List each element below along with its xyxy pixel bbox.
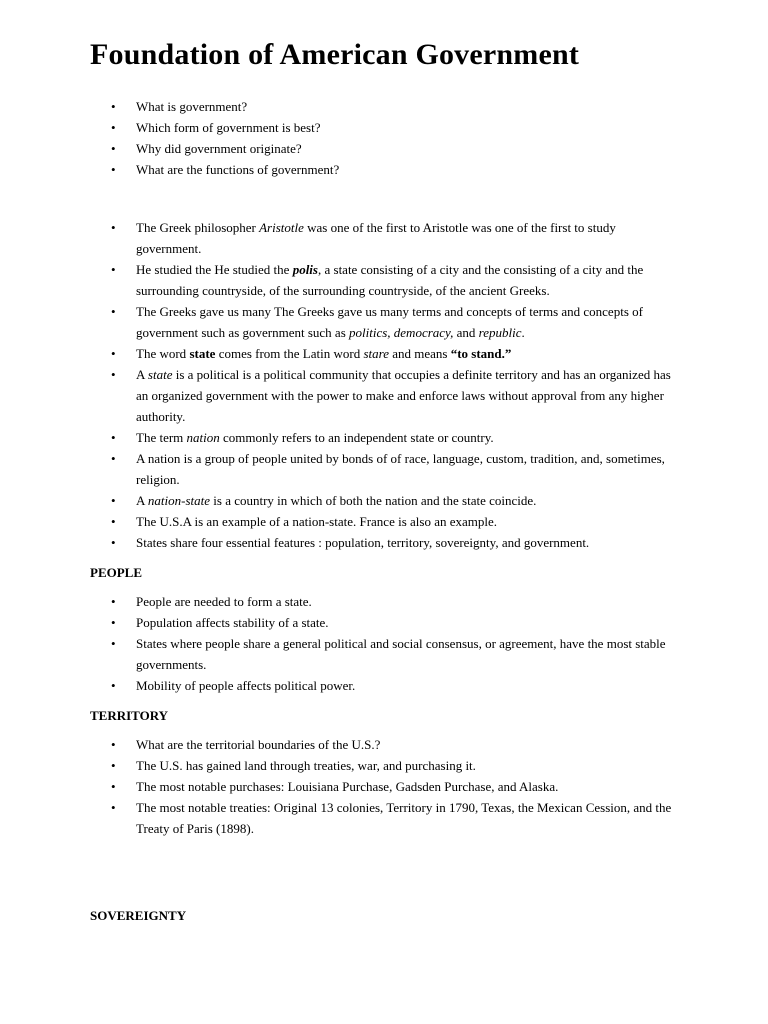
bullet-icon: •: [111, 367, 116, 382]
text-run: .: [521, 325, 525, 340]
text-run: The U.S.A is an example of a nation-state. France is also an example.: [136, 514, 498, 529]
text-run: republic: [478, 325, 522, 340]
bullet-icon: •: [111, 430, 116, 445]
text-run: was one of the first to Aristotle was one of the first to study government.: [136, 220, 616, 256]
list-item-text: People are needed to form a state.: [136, 594, 312, 609]
list-item-text: Mobility of people affects political power.: [136, 678, 356, 693]
text-run: The Greek philosopher: [136, 220, 260, 235]
list-item: [0, 797, 681, 839]
list-item: [0, 734, 681, 755]
list-item-text: States where people share a general political and social consensus, or agreement, have the most stable governments.: [136, 636, 666, 672]
bullet-icon: •: [111, 779, 116, 794]
list-item: [0, 612, 681, 633]
text-run: He studied the He studied the: [136, 262, 293, 277]
text-run: The term: [136, 430, 187, 445]
text-run: “to stand.”: [450, 346, 512, 361]
text-run: state: [189, 346, 216, 361]
text-run: is a country in which of both the nation and the state coincide.: [210, 493, 537, 508]
bullet-icon: •: [111, 99, 116, 114]
text-run: A: [136, 367, 148, 382]
bullet-icon: •: [111, 346, 116, 361]
list-item: [0, 364, 681, 427]
text-run: commonly refers to an independent state or country.: [219, 430, 494, 445]
list-item-text: Which form of government is best?: [136, 120, 321, 135]
main-points-list: [0, 217, 768, 553]
bullet-icon: •: [111, 220, 116, 235]
text-run: and means: [388, 346, 451, 361]
text-run: comes from the Latin word: [215, 346, 364, 361]
list-item-text: The most notable purchases: Louisiana Purchase, Gadsden Purchase, and Alaska.: [136, 779, 559, 794]
list-item: [0, 675, 681, 696]
bullet-icon: •: [111, 800, 116, 815]
bullet-icon: •: [111, 493, 116, 508]
section-heading-territory: TERRITORY: [90, 708, 169, 723]
list-item-text: What are the functions of government?: [136, 162, 340, 177]
text-run: politics, democracy,: [349, 325, 454, 340]
section-heading-sovereignty: SOVEREIGNTY: [90, 908, 187, 923]
section-heading-people: PEOPLE: [90, 565, 143, 580]
list-item: [0, 217, 681, 259]
bullet-icon: •: [111, 141, 116, 156]
bullet-icon: •: [111, 594, 116, 609]
bullet-icon: •: [111, 304, 116, 319]
list-item-text: What are the territorial boundaries of the U.S.?: [136, 737, 381, 752]
list-item: [0, 427, 681, 448]
bullet-icon: •: [111, 514, 116, 529]
list-item-text: The most notable treaties: Original 13 colonies, Territory in 1790, Texas, the Mexican Cession, and the Treaty of Paris (1898).: [136, 800, 672, 836]
bullet-icon: •: [111, 535, 116, 550]
list-item: [0, 490, 681, 511]
bullet-icon: •: [111, 636, 116, 651]
text-run: The Greeks gave us many The Greeks gave us many terms and concepts of terms and concepts of government such as government such as: [136, 304, 643, 340]
list-item: [0, 301, 681, 343]
bullet-icon: •: [111, 678, 116, 693]
territory-list: [0, 734, 768, 839]
list-item: [0, 159, 681, 180]
bullet-icon: •: [111, 451, 116, 466]
list-item-text: The U.S. has gained land through treaties, war, and purchasing it.: [136, 758, 476, 773]
text-run: and: [453, 325, 479, 340]
bullet-icon: •: [111, 162, 116, 177]
list-item: [0, 259, 681, 301]
list-item: [0, 755, 681, 776]
text-run: The word: [136, 346, 190, 361]
text-run: is a political is a political community that occupies a definite territory and has an organized has an organized government with the power to make and enforce laws without approval from any higher authority.: [136, 367, 671, 424]
text-run: A nation is a group of people united by bonds of of race, language, custom, tradition, and, sometimes, religion.: [136, 451, 665, 487]
list-item: [0, 776, 681, 797]
text-run: nation: [186, 430, 220, 445]
questions-list: [0, 96, 768, 180]
list-item-text: What is government?: [136, 99, 248, 114]
list-item: [0, 448, 681, 490]
bullet-icon: •: [111, 737, 116, 752]
people-list: [0, 591, 768, 696]
bullet-icon: •: [111, 615, 116, 630]
text-run: polis: [292, 262, 318, 277]
text-run: stare: [363, 346, 389, 361]
list-item: [0, 343, 681, 364]
list-item: [0, 96, 681, 117]
list-item: [0, 633, 681, 675]
page-title: Foundation of American Government: [90, 38, 580, 71]
list-item: [0, 591, 681, 612]
list-item: [0, 511, 681, 532]
text-run: A: [136, 493, 148, 508]
bullet-icon: •: [111, 758, 116, 773]
list-item: [0, 532, 681, 553]
bullet-icon: •: [111, 262, 116, 277]
text-run: Aristotle: [259, 220, 304, 235]
list-item: [0, 138, 681, 159]
text-run: state: [147, 367, 173, 382]
bullet-icon: •: [111, 120, 116, 135]
text-run: , a state consisting of a city and the consisting of a city and the surrounding countryside, of the surrounding countryside, of the ancient Greeks.: [136, 262, 644, 298]
text-run: States share four essential features : population, territory, sovereignty, and government.: [136, 535, 590, 550]
list-item: [0, 117, 681, 138]
list-item-text: Population affects stability of a state.: [136, 615, 329, 630]
text-run: nation-state: [147, 493, 211, 508]
list-item-text: Why did government originate?: [136, 141, 302, 156]
